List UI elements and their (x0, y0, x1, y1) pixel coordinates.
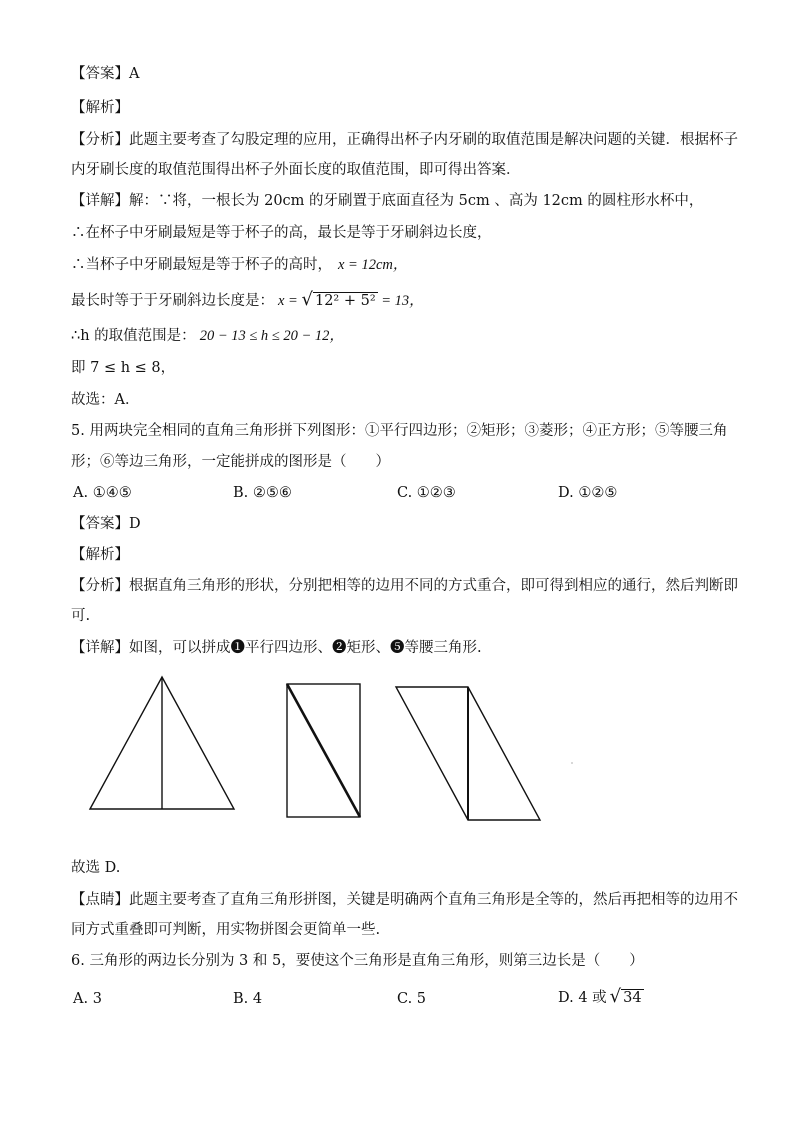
q5-analysis-label: 【解析】 (71, 547, 129, 563)
q5-fenxi-line-2: 可. (71, 608, 91, 624)
q5-option-c: C. ①②③ (397, 485, 456, 501)
q4-choose: 故选：A． (71, 392, 140, 408)
q4-fenxi-line-2: 内牙刷长度的取值范围得出杯子外面长度的取值范围，即可得出答案． (71, 162, 521, 178)
q6-option-b: B. 4 (233, 991, 263, 1007)
q6-stem: 6. 三角形的两边长分别为 3 和 5，要使这个三角形是直角三角形，则第三边长是（ ） (71, 953, 644, 969)
q5-dianjing-line-1: 【点睛】此题主要考查了直角三角形拼图，关键是明确两个直角三角形是全等的，然后再把相等的边用不 (71, 892, 738, 908)
q4-step-5-text: ∴h 的取值范围是： (71, 328, 196, 344)
q5-answer: 【答案】D (71, 516, 141, 532)
q5-fenxi-line-1: 【分析】根据直角三角形的形状，分别把相等的边用不同的方式重合，即可得到相应的通行，然后判断即 (71, 578, 738, 594)
q6-option-a: A. 3 (73, 991, 102, 1007)
q4-step-6: 即 7 ≤ h ≤ 8， (71, 360, 176, 376)
q4-step-3 (71, 255, 407, 275)
q4-step-3-text: ∴当杯子中牙刷最短是等于杯子的高时， (71, 257, 332, 273)
q4-step-4 (71, 290, 424, 311)
q4-step-4-math-pre: x = (278, 293, 302, 309)
q4-step-5-math: 20 − 13 ≤ h ≤ 20 − 12， (199, 328, 344, 344)
q5-option-a: A. ①④⑤ (73, 485, 132, 501)
q4-step-2: ∴在杯子中牙刷最短是等于杯子的高，最长是等于牙刷斜边长度， (71, 225, 492, 241)
rectangle-diagonal (287, 684, 360, 817)
q4-answer: 【答案】A (71, 66, 140, 82)
q4-analysis-label: 【解析】 (71, 100, 129, 116)
q4-step-4-radicand: 12² + 5² (314, 293, 376, 309)
q5-figure (80, 672, 600, 832)
q5-stem-line-2: 形；⑥等边三角形，一定能拼成的图形是（ ） (71, 454, 390, 470)
q4-xiangjie-line-1: 【详解】解：∵将，一根长为 20cm 的牙刷置于底面直径为 5cm 、高为 12cm 的圆柱形水杯中， (71, 193, 704, 209)
q5-stem-line-1: 5. 用两块完全相同的直角三角形拼下列图形：①平行四边形；②矩形；③菱形；④正方形；⑤等腰三角 (71, 423, 728, 439)
q6-option-c: C. 5 (397, 991, 427, 1007)
q4-step-4-math-post: = 13， (377, 293, 424, 309)
q4-step-5 (71, 326, 344, 346)
q5-xiangjie: 【详解】如图，可以拼成❶平行四边形、❷矩形、❺等腰三角形. (71, 640, 482, 656)
q5-choose: 故选 D. (71, 860, 121, 876)
q5-dianjing-line-2: 同方式重叠即可判断，用实物拼图会更简单一些. (71, 922, 381, 938)
q4-fenxi-line-1: 【分析】此题主要考查了勾股定理的应用，正确得出杯子内牙刷的取值范围是解决问题的关键．根据杯子 (71, 132, 738, 148)
sqrt-radical-icon: √ (609, 986, 622, 1007)
q6-option-d-text: D. 4 或 (558, 990, 607, 1006)
q5-option-d: D. ①②⑤ (558, 485, 618, 501)
q6-option-d (558, 987, 644, 1008)
q4-step-3-math: x = 12cm， (338, 257, 408, 273)
stray-dot (571, 762, 572, 763)
sqrt-radical-icon: √ (301, 289, 313, 310)
q4-step-4-text: 最长时等于于牙刷斜边长度是： (71, 293, 274, 309)
q6-option-d-radicand: 34 (623, 990, 642, 1006)
q5-option-b: B. ②⑤⑥ (233, 485, 292, 501)
